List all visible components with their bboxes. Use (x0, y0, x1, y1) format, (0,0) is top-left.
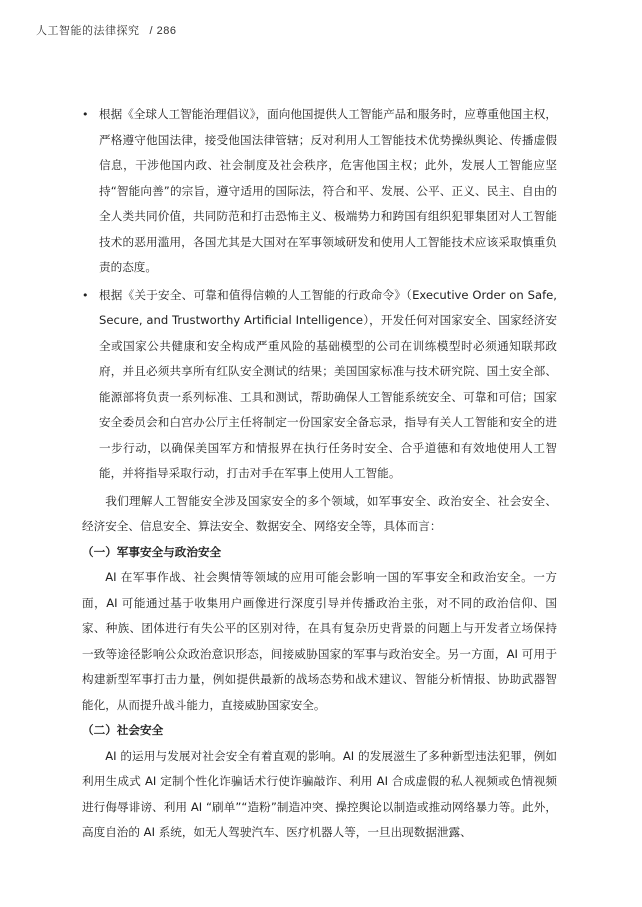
page-number: / 286 (149, 25, 177, 37)
page-body (82, 102, 557, 846)
book-title: 人工智能的法律探究 (36, 24, 140, 37)
bullet-item-us-executive-order: • 根据《关于安全、可靠和值得信赖的人工智能的行政命令》（Executive Order on Safe, Secure, and Trustworthy Artificial Intelligence），开发任何对国家安全、国家经济安全或国家公共健康和安全构成严重风险的基础模型的公司在训练模型时必须通知联邦政府，并且必须共享所有红队安全测试的结果；美国国家标准与技术研究院、国土安全部、能源部将负责一系列标准、工具和测试，帮助确保人工智能系统安全、可靠和可信；国家安全委员会和白宫办公厅主任将制定一份国家安全备忘录，指导有关人工智能和安全的进一步行动，以确保美国军方和情报界在执行任务时安全、合乎道德和有效地使用人工智能，并将指导采取行动，打击对手在军事上使用人工智能。 (82, 283, 557, 487)
running-header (36, 22, 176, 38)
bullet-item-global-ai-governance: • 根据《全球人工智能治理倡议》，面向他国提供人工智能产品和服务时，应尊重他国主权，严格遵守他国法律，接受他国法律管辖；反对利用人工智能技术优势操纵舆论、传播虚假信息，干涉他国内政、社会制度及社会秩序，危害他国主权；此外，发展人工智能应坚持“智能向善”的宗旨，遵守适用的国际法，符合和平、发展、公平、正义、民主、自由的全人类共同价值，共同防范和打击恐怖主义、极端势力和跨国有组织犯罪集团对人工智能技术的恶用滥用，各国尤其是大国对在军事领域研发和使用人工智能技术应该采取慎重负责的态度。 (82, 102, 557, 281)
intro-paragraph: 我们理解人工智能安全涉及国家安全的多个领域，如军事安全、政治安全、社会安全、经济安全、信息安全、算法安全、数据安全、网络安全等，具体而言： (82, 493, 557, 533)
section-heading-social: （二）社会安全 (82, 723, 164, 737)
section-body-social: AI 的运用与发展对社会安全有着直观的影响。AI 的发展滋生了多种新型违法犯罪，例如利用生成式 AI 定制个性化诈骗话术行使诈骗敲诈、利用 AI 合成虚假的私人视频或色情视频进行侮辱诽谤、利用 AI “刷单”“造粉”制造冲突、操控舆论以制造或推动网络暴力等。此外，高度自治的 AI 系统，如无人驾驶汽车、医疗机器人等，一旦出现数据泄露、 (82, 748, 557, 839)
section-body-military-political: AI 在军事作战、社会舆情等领域的应用可能会影响一国的军事安全和政治安全。一方面，AI 可能通过基于收集用户画像进行深度引导并传播政治主张，对不同的政治信仰、国家、种族、团体进行有失公平的区别对待，在具有复杂历史背景的问题上与开发者立场保持一致等途径影响公众政治意识形态，间接威胁国家的军事与政治安全。另一方面，AI 可用于构建新型军事打击力量，例如提供最新的战场态势和战术建议、智能分析情报、协助武器智能化，从而提升战斗能力，直接威胁国家安全。 (82, 570, 557, 712)
section-heading-military-political: （一）军事安全与政治安全 (82, 544, 222, 559)
